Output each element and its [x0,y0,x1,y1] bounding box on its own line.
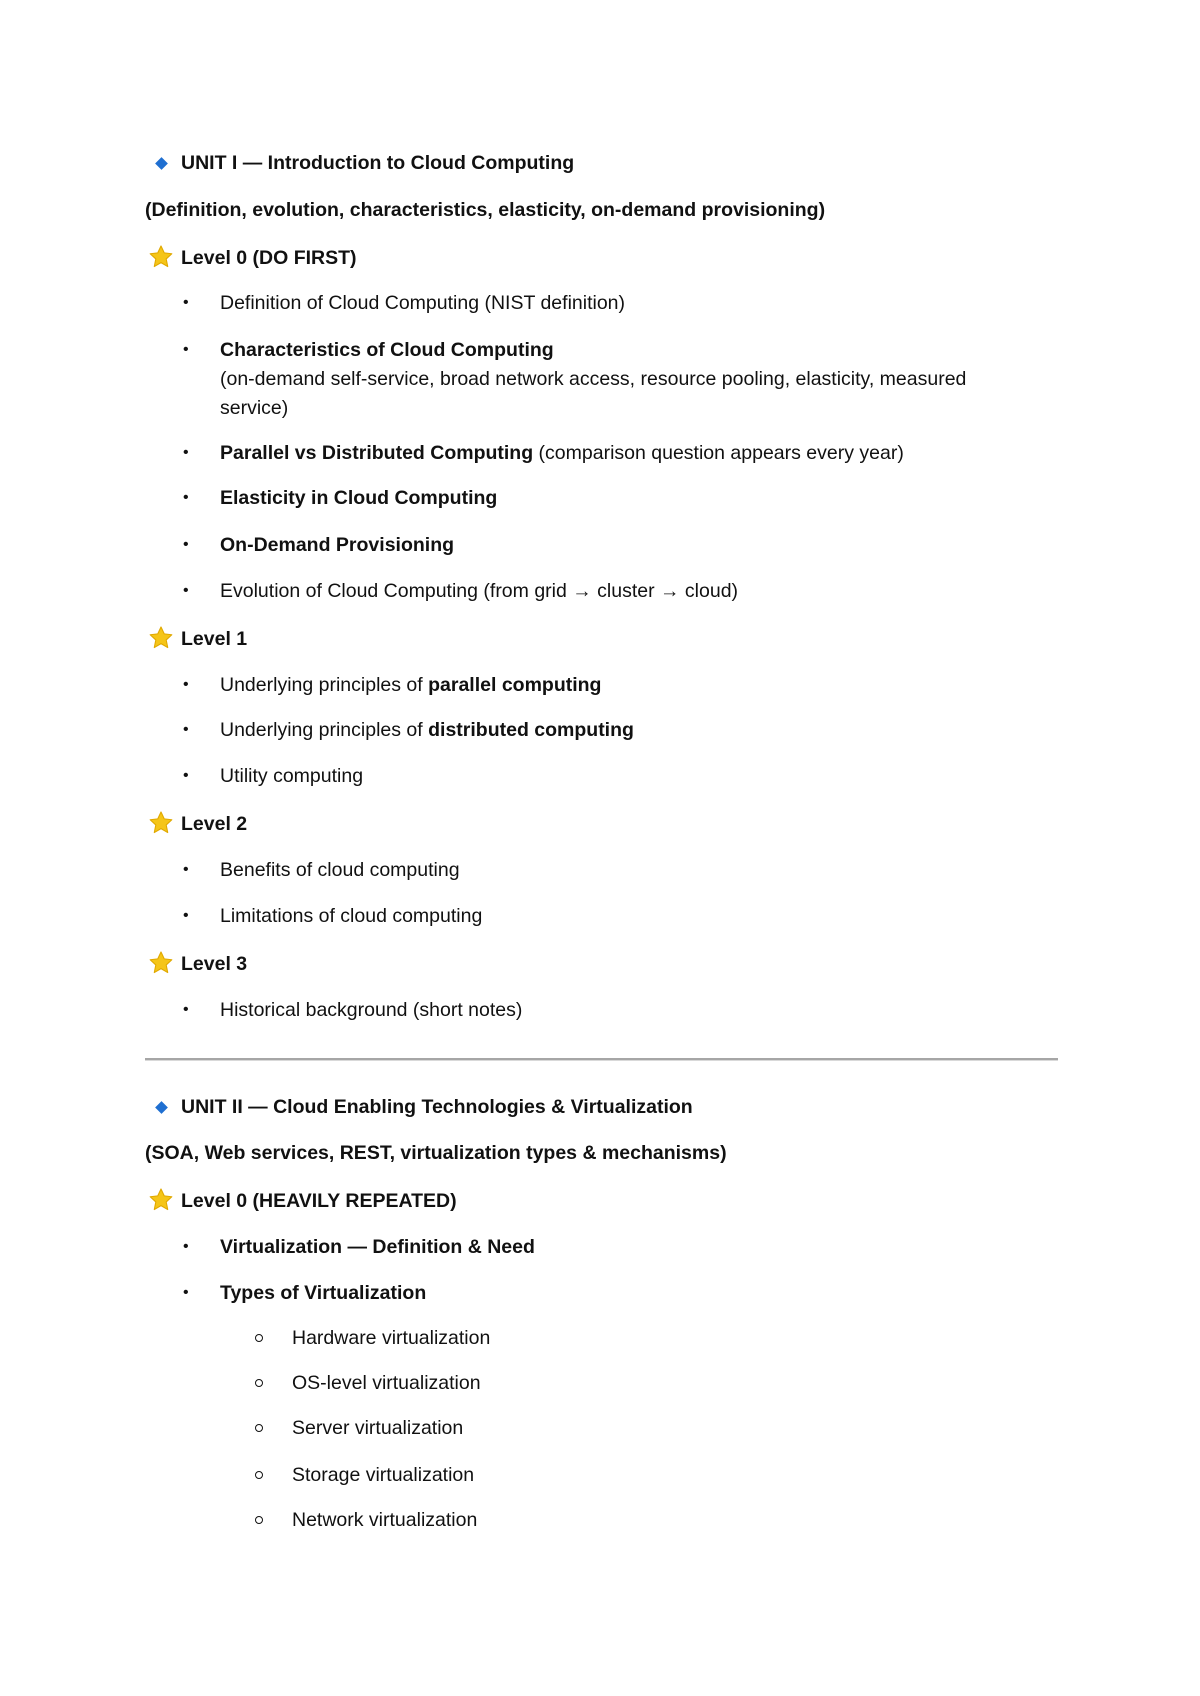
sub-list-item: OS-level virtualization [292,1372,481,1394]
star-icon [148,244,174,270]
unit1-level0-label: Level 0 (DO FIRST) [181,247,357,269]
bullet-icon: • [183,536,189,553]
unit2-level0-label: Level 0 (HEAVILY REPEATED) [181,1190,457,1212]
sub-bullet-icon [255,1471,263,1479]
list-item: On-Demand Provisioning [220,534,455,556]
list-item [220,718,634,742]
list-item-bold: distributed computing [428,719,634,741]
bullet-icon: • [183,676,189,693]
sub-list-item: Storage virtualization [292,1464,475,1486]
unit1-level3-label: Level 3 [181,953,248,975]
bullet-icon: • [183,861,189,878]
bullet-icon: • [183,341,189,358]
list-item-bold: Parallel vs Distributed Computing [220,442,534,464]
star-icon [148,1187,174,1213]
sub-list-item: Network virtualization [292,1509,478,1531]
list-item-note: (comparison question appears every year) [533,442,904,464]
unit2-heading: UNIT II — Cloud Enabling Technologies & Virtualization [181,1096,693,1118]
diamond-icon [155,157,168,170]
list-item-prefix: Underlying principles of [220,719,429,741]
list-item: Utility computing [220,765,364,787]
bullet-icon: • [183,907,189,924]
list-item: Definition of Cloud Computing (NIST definition) [220,292,626,314]
list-item: Characteristics of Cloud Computing [220,339,554,361]
star-icon [148,810,174,836]
section-divider [145,1058,1058,1060]
list-item-bold: parallel computing [428,674,602,696]
list-item: Types of Virtualization [220,1282,427,1304]
bullet-icon: • [183,582,189,599]
unit1-level1-label: Level 1 [181,628,248,650]
star-icon [148,625,174,651]
bullet-icon: • [183,1001,189,1018]
list-item: Virtualization — Definition & Need [220,1236,535,1258]
list-item: Limitations of cloud computing [220,905,483,927]
list-item: Benefits of cloud computing [220,859,460,881]
bullet-icon: • [183,294,189,311]
list-item: Historical background (short notes) [220,999,523,1021]
list-item-detail: service) [220,397,289,419]
bullet-icon: • [183,1238,189,1255]
list-item [220,673,601,697]
bullet-icon: • [183,767,189,784]
bullet-icon: • [183,444,189,461]
bullet-icon: • [183,1284,189,1301]
list-item [220,441,904,465]
star-icon [148,950,174,976]
unit2-subtitle: (SOA, Web services, REST, virtualization types & mechanisms) [145,1142,727,1164]
sub-list-item: Hardware virtualization [292,1327,491,1349]
sub-list-item: Server virtualization [292,1417,464,1439]
list-item-detail: (on-demand self-service, broad network access, resource pooling, elasticity, measured [220,368,967,390]
sub-bullet-icon [255,1334,263,1342]
sub-bullet-icon [255,1424,263,1432]
unit1-level2-label: Level 2 [181,813,248,835]
list-item-prefix: Underlying principles of [220,674,429,696]
unit1-heading: UNIT I — Introduction to Cloud Computing [181,152,575,174]
list-item: Elasticity in Cloud Computing [220,487,498,509]
sub-bullet-icon [255,1379,263,1387]
bullet-icon: • [183,489,189,506]
list-item: Evolution of Cloud Computing (from grid → cluster → cloud) [220,580,739,602]
bullet-icon: • [183,721,189,738]
unit1-subtitle: (Definition, evolution, characteristics, elasticity, on-demand provisioning) [145,199,826,221]
sub-bullet-icon [255,1516,263,1524]
diamond-icon [155,1101,168,1114]
